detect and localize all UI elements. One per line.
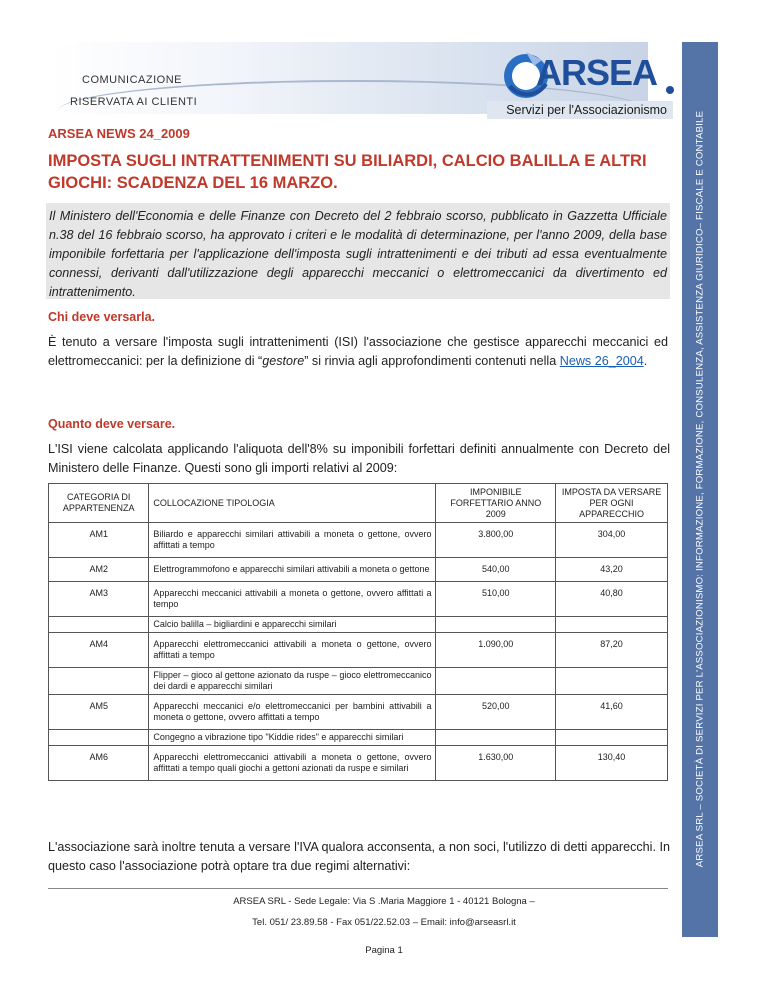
cell-description: Congegno a vibrazione tipo "Kiddie rides" e apparecchi similari <box>149 730 436 746</box>
cell-description: Apparecchi meccanici attivabili a moneta o gettone, ovvero affittati a tempo <box>149 582 436 617</box>
cell-description: Apparecchi elettromeccanici attivabili a moneta o gettone, ovvero affittati a tempo quali giochi a gettoni azionati da ruspe e similari <box>149 746 436 781</box>
col-header-tax: IMPOSTA DA VERSARE PER OGNI APPARECCHIO <box>556 484 668 523</box>
news-link[interactable]: News 26_2004 <box>559 354 644 368</box>
col-header-type: COLLOCAZIONE TIPOLOGIA <box>149 484 436 523</box>
text-emphasis: gestore <box>262 354 305 368</box>
cell-taxable: 510,00 <box>436 582 556 617</box>
cell-description: Apparecchi elettromeccanici attivabili a moneta o gettone, ovvero affittati a tempo <box>149 633 436 668</box>
section-heading-quanto: Quanto deve versare. <box>48 417 176 431</box>
text-part: ” si rinvia agli approfondimenti contenuti nella <box>304 354 560 368</box>
table-row <box>49 523 668 558</box>
logo-text: ARSEA <box>536 52 658 93</box>
cell-tax: 87,20 <box>556 633 668 668</box>
table-row <box>49 633 668 668</box>
cell-category: AM6 <box>49 746 149 781</box>
logo-tagline <box>487 101 673 119</box>
table-row <box>49 730 668 746</box>
cell-tax: 304,00 <box>556 523 668 558</box>
cell-taxable: 1.090,00 <box>436 633 556 668</box>
intro-box <box>46 203 670 299</box>
cell-description: Apparecchi meccanici e/o elettromeccanici per bambini attivabili a moneta o gettone, ovvero affittati a tempo <box>149 695 436 730</box>
news-id: ARSEA NEWS 24_2009 <box>48 126 190 141</box>
page-title: IMPOSTA SUGLI INTRATTENIMENTI SU BILIARDI, CALCIO BALILLA E ALTRI GIOCHI: SCADENZA DEL 16 MARZO. <box>48 152 647 192</box>
cell-description: Calcio balilla – bigliardini e apparecchi similari <box>149 617 436 633</box>
text-part: È tenuto a versare l'imposta sugli intrattenimenti (ISI) l'associazione che gestisce apparecchi meccanici ed elettromeccanici: per la definizione di “ <box>48 335 668 368</box>
cell-description: Flipper – gioco al gettone azionato da ruspe – gioco elettromeccanico dei dardi e apparecchi similari <box>149 668 436 695</box>
cell-tax: 43,20 <box>556 558 668 582</box>
col-header-taxable: IMPONIBILE FORFETTARIO ANNO 2009 <box>436 484 556 523</box>
cell-category: AM4 <box>49 633 149 668</box>
cell-category: AM1 <box>49 523 149 558</box>
table-row <box>49 617 668 633</box>
section-text-chi <box>48 333 668 371</box>
tax-table <box>48 483 668 781</box>
header-line-1: COMUNICAZIONE <box>82 74 182 86</box>
section-heading-chi: Chi deve versarla. <box>48 310 156 324</box>
cell-taxable <box>436 617 556 633</box>
intro-text: Il Ministero dell'Economia e delle Finanze con Decreto del 2 febbraio scorso, pubblicato in Gazzetta Ufficiale n.38 del 16 febbraio scorso, ha approvato i criteri e le modalità di determinazione, per l'anno 2009, della base imponibile forfettaria per l'applicazione dell'imposta sugli intrattenimenti e dei tributi ad essa eventualmente connessi, derivanti dall'utilizzazione degli apparecchi meccanici o elettromeccanici da divertimento ed intrattenimento. <box>49 209 667 299</box>
table-row <box>49 695 668 730</box>
cell-tax: 41,60 <box>556 695 668 730</box>
cell-category <box>49 617 149 633</box>
cell-tax: 40,80 <box>556 582 668 617</box>
cell-taxable <box>436 668 556 695</box>
header-line-2: RISERVATA AI CLIENTI <box>70 96 198 108</box>
text-part: . <box>643 354 648 368</box>
cell-category: AM2 <box>49 558 149 582</box>
cell-category <box>49 730 149 746</box>
cell-taxable <box>436 730 556 746</box>
cell-category: AM3 <box>49 582 149 617</box>
cell-tax <box>556 730 668 746</box>
cell-description: Elettrogrammofono e apparecchi similari attivabili a moneta o gettone <box>149 558 436 582</box>
cell-taxable: 540,00 <box>436 558 556 582</box>
footer-address: ARSEA SRL - Sede Legale: Via S .Maria Maggiore 1 - 40121 Bologna – <box>233 896 535 907</box>
cell-description: Biliardo e apparecchi similari attivabili a moneta o gettone, ovvero affittati a tempo <box>149 523 436 558</box>
footer-contacts: Tel. 051/ 23.89.58 - Fax 051/22.52.03 – Email: info@arseasrl.it <box>252 917 516 928</box>
table-header-row <box>49 484 668 523</box>
cell-category <box>49 668 149 695</box>
cell-taxable: 1.630,00 <box>436 746 556 781</box>
table-row <box>49 558 668 582</box>
cell-tax <box>556 617 668 633</box>
cell-taxable: 3.800,00 <box>436 523 556 558</box>
page-number: Pagina 1 <box>365 945 403 956</box>
col-header-category: CATEGORIA DI APPARTENENZA <box>49 484 149 523</box>
cell-tax: 130,40 <box>556 746 668 781</box>
logo-tagline-text: Servizi per l'Associazionismo <box>506 103 667 117</box>
cell-tax <box>556 668 668 695</box>
table-row <box>49 746 668 781</box>
closing-text: L'associazione sarà inoltre tenuta a versare l'IVA qualora acconsenta, a non soci, l'utilizzo di detti apparecchi. In questo caso l'associazione potrà optare tra due regimi alternativi: <box>48 840 670 873</box>
cell-category: AM5 <box>49 695 149 730</box>
table-row <box>49 668 668 695</box>
section-text-quanto: L'ISI viene calcolata applicando l'aliquota dell'8% su imponibili forfettari definiti annualmente con Decreto del Ministero delle Finanze. Questi sono gli importi relativi al 2009: <box>48 442 670 475</box>
footer-divider <box>48 888 668 889</box>
table-row <box>49 582 668 617</box>
cell-taxable: 520,00 <box>436 695 556 730</box>
side-bar-text: ARSEA SRL – SOCIETÀ DI SERVIZI PER L'ASSOCIAZIONISMO: INFORMAZIONE, FORMAZIONE, CONSULENZA, ASSISTENZA GIURIDICO– FISCALE E CONTABILE <box>694 110 706 868</box>
